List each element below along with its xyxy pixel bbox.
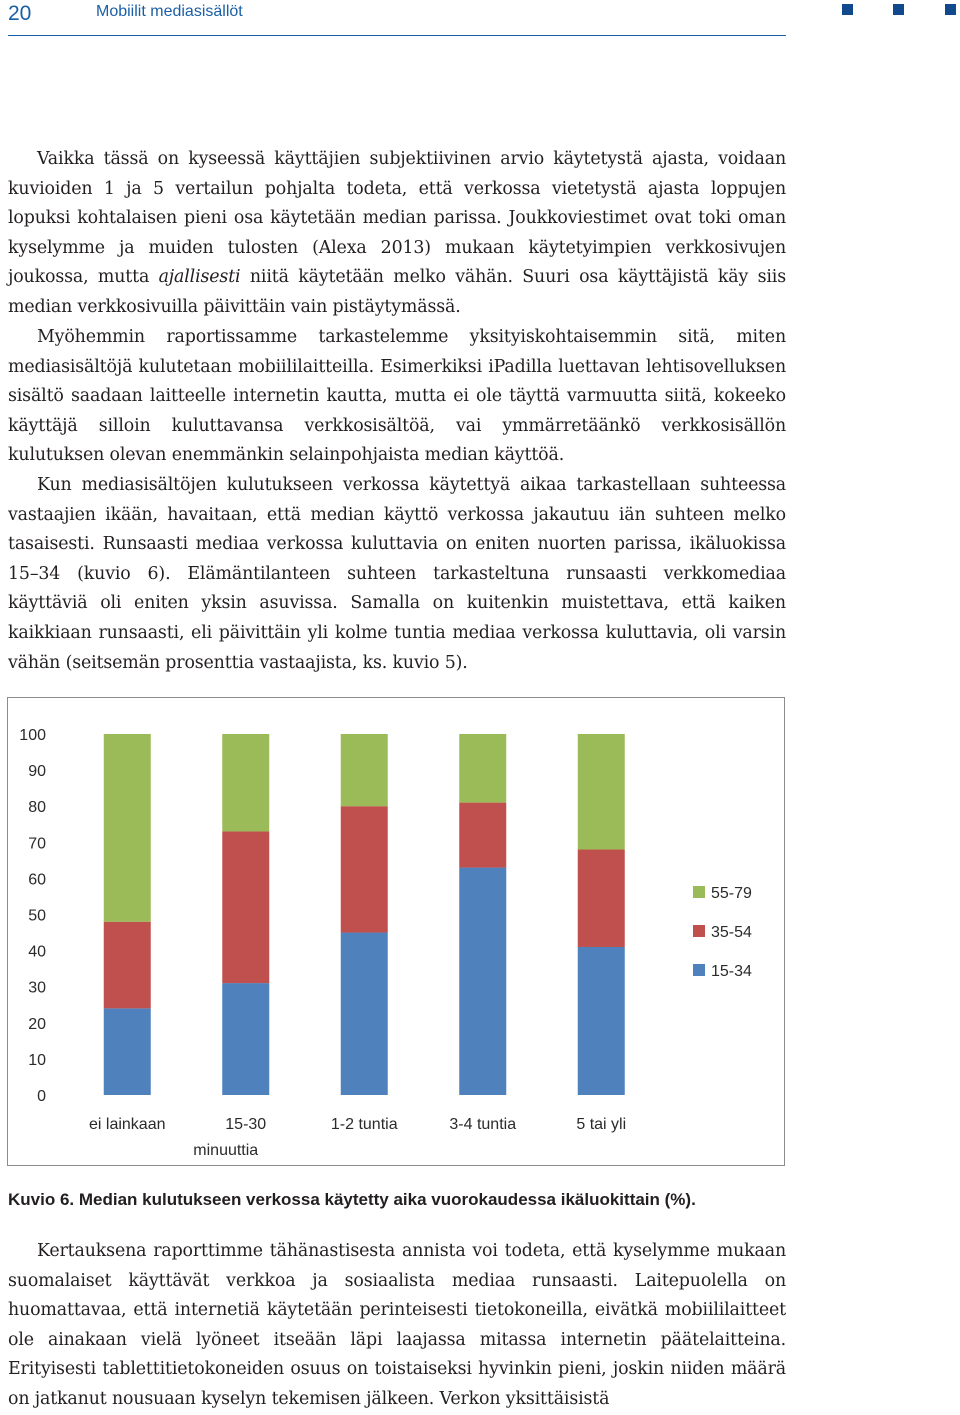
- bar-segment: [222, 831, 269, 983]
- page-header: [0, 0, 960, 40]
- bar-segment: [459, 868, 506, 1095]
- stacked-bar-chart: [8, 698, 784, 1165]
- paragraph-3: Kun mediasisältöjen kulutukseen verkossa käytettyä aikaa tarkastellaan suhteessa vastaajien ikään, havaitaan, että median käyttö verkossa jakautuu iän suhteen melko tasaisesti. Runsaasti mediaa verkossa kuluttavia on eniten nuorten parissa, ikäluokissa 15–34 (kuvio 6). Elämäntilanteen suhteen tarkasteltuna runsaasti verkkomediaa käyttäviä oli eniten yksin asuvissa. Samalla on kuitenkin muistettava, että kaiken kaikkiaan runsaasti, eli päivittäin yli kolme tuntia mediaa verkossa kuluttavia, oli varsin vähän (seitsemän prosenttia vastaajista, ks. kuvio 5).: [8, 475, 786, 673]
- figure-caption: Kuvio 6. Median kulutukseen verkossa käytetty aika vuorokaudessa ikäluokittain (%).: [8, 1190, 696, 1209]
- paragraph-1-emphasis: ajallisesti: [158, 267, 241, 288]
- x-tick-label: 3-4 tuntia: [449, 1116, 517, 1133]
- y-tick-label: 70: [28, 835, 46, 853]
- paragraph-1: [8, 145, 786, 323]
- bar-segment: [222, 734, 269, 831]
- page-number: 20: [8, 2, 32, 25]
- legend-swatch: [693, 886, 705, 898]
- y-tick-label: 20: [28, 1015, 46, 1033]
- y-tick-label: 100: [19, 727, 46, 744]
- bar-segment: [459, 734, 506, 803]
- legend-label: 35-54: [711, 924, 752, 941]
- x-tick-label: 15-30: [225, 1116, 267, 1133]
- bar-segment: [104, 922, 151, 1009]
- decorative-square-icon: [893, 4, 904, 15]
- bar-segment: [578, 850, 625, 947]
- paragraph-1-text-a: Vaikka tässä on kyseessä käyttäjien subjektiivinen arvio käytetystä ajasta, voidaan kuvioiden 1 ja 5 vertailun pohjalta todeta, että verkossa vietetystä ajasta loppujen lopuksi kohtalaisen pieni osa käytetään median parissa. Joukkoviestimet ovat toki oman kyselymme ja muiden tulosten (Alexa 2013) mukaan käytetyimpien verkkosivujen joukossa, mutta: [8, 149, 786, 288]
- bar-segment: [104, 734, 151, 922]
- chart-figure: [7, 697, 785, 1166]
- x-tick-label: ei lainkaan: [89, 1116, 166, 1133]
- legend-swatch: [693, 964, 705, 976]
- bar-segment: [578, 734, 625, 850]
- bar-segment: [341, 734, 388, 806]
- decorative-square-icon: [842, 4, 853, 15]
- y-tick-label: 40: [28, 943, 46, 961]
- bar-segment: [104, 1008, 151, 1095]
- y-tick-label: 90: [28, 763, 46, 781]
- paragraph-1-text-b: niitä käytetään melko vähän. Suuri osa käyttäjistä käy siis median verkkosivuilla päivittäin vain pistäytymässä.: [8, 267, 786, 317]
- legend-label: 55-79: [711, 885, 752, 902]
- running-title: Mobiilit mediasisällöt: [96, 3, 243, 20]
- y-tick-label: 60: [28, 871, 46, 889]
- x-tick-label: minuuttia: [193, 1142, 259, 1159]
- bar-segment: [341, 933, 388, 1095]
- y-tick-label: 50: [28, 907, 46, 925]
- legend-label: 15-34: [711, 963, 752, 980]
- bar-segment: [341, 806, 388, 932]
- decorative-square-icon: [945, 4, 956, 15]
- header-rule: [8, 35, 786, 36]
- bar-segment: [222, 983, 269, 1095]
- y-tick-label: 10: [28, 1051, 46, 1069]
- paragraph-4: Kertauksena raporttimme tähänastisesta annista voi todeta, että kyselymme mukaan suomalaiset käyttävät verkkoa ja sosiaalista mediaa runsaasti. Laitepuolella on huomattavaa, että internetiä käytetään perinteisesti tietokoneilla, eivätkä mobiililaitteet ole ainakaan vielä lyöneet itseään läpi laajassa mitassa internetin päätelaitteina. Erityisesti tablettitietokoneiden osuus on toistaiseksi hyvinkin pieni, joskin niiden määrä on jatkanut nousuaan kyselyn tekemisen jälkeen. Verkon yksittäisistä: [8, 1241, 786, 1409]
- y-tick-label: 80: [28, 799, 46, 817]
- y-tick-label: 30: [28, 979, 46, 997]
- legend-swatch: [693, 925, 705, 937]
- x-tick-label: 5 tai yli: [576, 1116, 627, 1133]
- x-tick-label: 1-2 tuntia: [330, 1116, 398, 1133]
- paragraph-2: Myöhemmin raportissamme tarkastelemme yksityiskohtaisemmin sitä, miten mediasisältöjä kulutetaan mobiililaitteilla. Esimerkiksi iPadilla luettavan lehtisovelluksen sisältö saadaan laitteelle internetin kautta, mutta ei ole täyttä varmuutta siitä, kokeeko käyttäjä silloin kuluttavansa verkkosisältöä, vai ymmärretäänkö verkkosisällön kulutuksen olevan enemmänkin selainpohjaista median käyttöä.: [8, 327, 786, 466]
- bar-segment: [578, 947, 625, 1095]
- bar-segment: [459, 803, 506, 868]
- y-tick-label: 0: [37, 1088, 46, 1105]
